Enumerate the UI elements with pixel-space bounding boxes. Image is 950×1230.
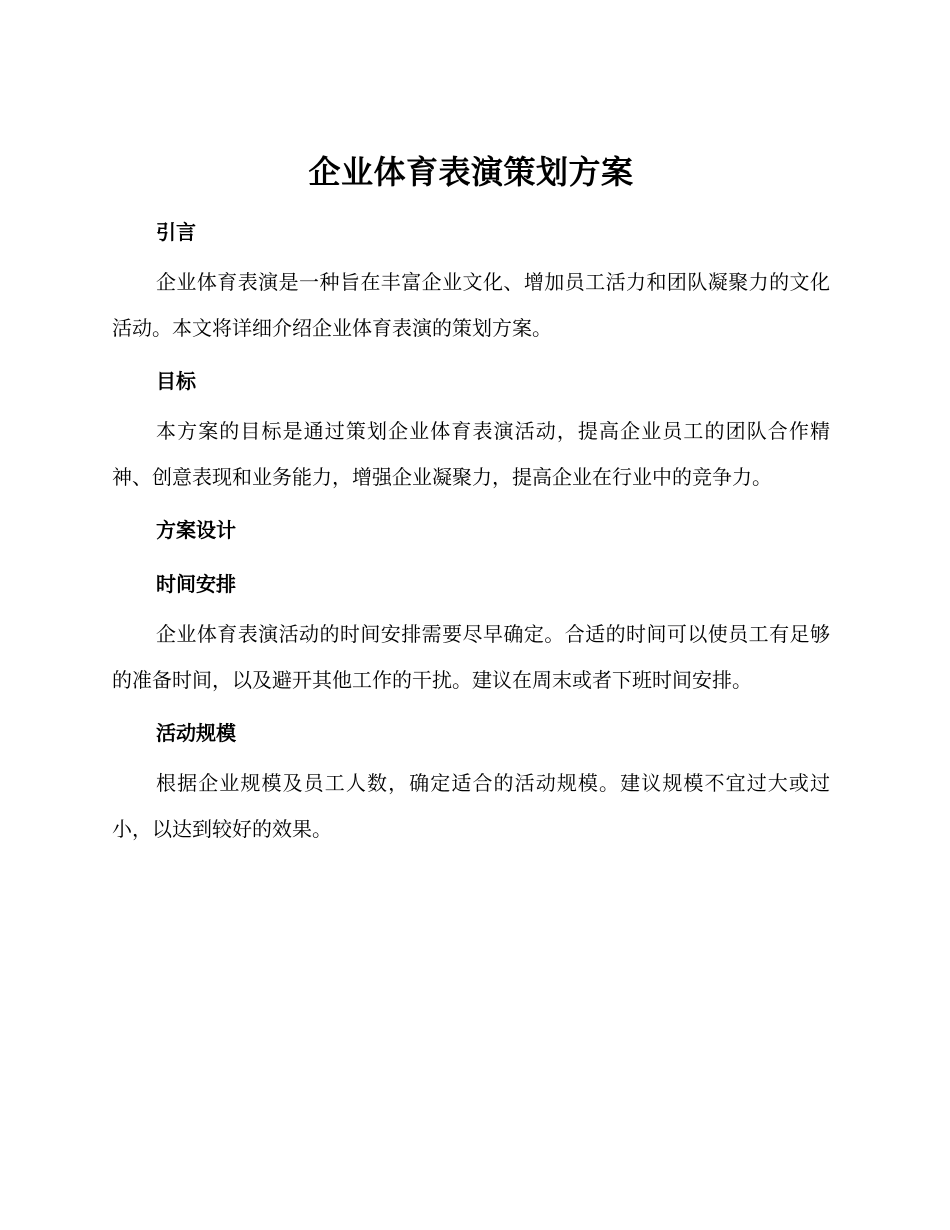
paragraph-intro: 企业体育表演是一种旨在丰富企业文化、增加员工活力和团队凝聚力的文化活动。本文将详细介绍企业体育表演的策划方案。 (112, 270, 830, 340)
section-heading-scale: 活动规模 (156, 721, 236, 745)
document-body (112, 146, 830, 852)
document-title: 企业体育表演策划方案 (308, 153, 634, 191)
section-heading-design: 方案设计 (156, 518, 236, 542)
section-heading-intro: 引言 (156, 220, 196, 244)
section-heading-schedule: 时间安排 (156, 572, 236, 596)
section-heading-goal: 目标 (156, 369, 196, 393)
paragraph-schedule: 企业体育表演活动的时间安排需要尽早确定。合适的时间可以使员工有足够的准备时间，以及避开其他工作的干扰。建议在周末或者下班时间安排。 (112, 622, 830, 692)
paragraph-goal: 本方案的目标是通过策划企业体育表演活动，提高企业员工的团队合作精神、创意表现和业务能力，增强企业凝聚力，提高企业在行业中的竞争力。 (112, 419, 830, 489)
paragraph-scale: 根据企业规模及员工人数，确定适合的活动规模。建议规模不宜过大或过小，以达到较好的效果。 (112, 771, 830, 841)
